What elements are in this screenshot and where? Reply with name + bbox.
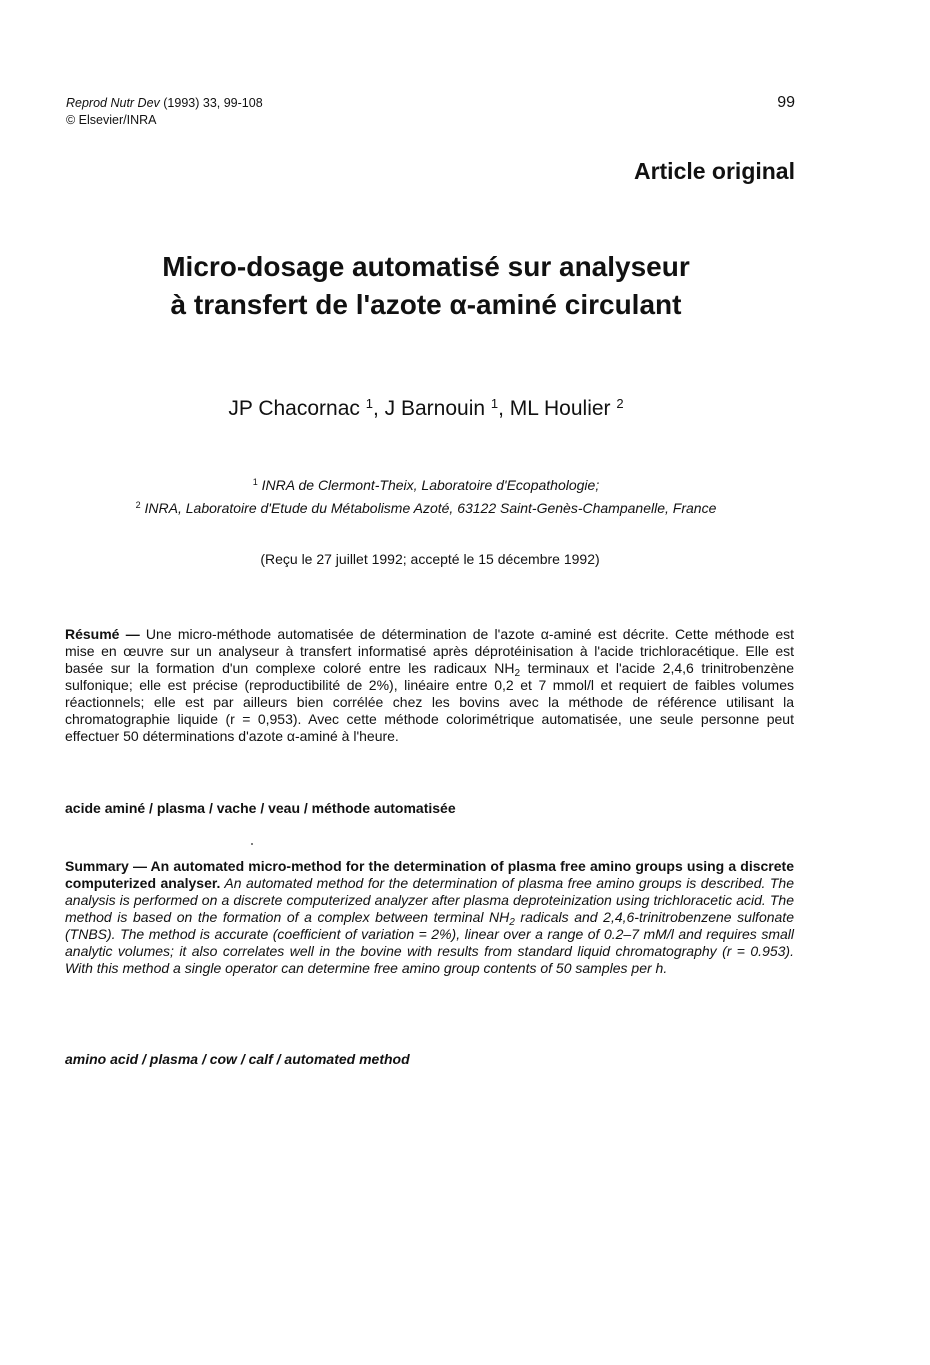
author-2: , J Barnouin [372,397,491,420]
resume-text-1: Une micro-méthode automatisée de détermination de l'azote α-aminé est décrite. Cette méthode est mise en œuvre sur un analyseur à transfert informatisé après déprotéinisation à l'acide trichloracétique. Elle est basée sur la formation d'un complexe coloré entre les radicaux NH [65,626,795,676]
article-title [0,248,852,324]
resume-label: Résumé — [65,626,140,642]
copyright-line: © Elsevier/INRA [66,113,157,127]
author-list [0,396,852,421]
affiliation-2-text: INRA, Laboratoire d'Etude du Métabolisme Azoté, 63122 Saint-Genès-Champanelle, France [140,500,717,516]
author-3: , ML Houlier [498,397,617,420]
author-1-affil-mark: 1 [365,396,373,411]
stray-dot [251,843,253,845]
summary-abstract [65,858,794,977]
summary-text-2: radicals and 2,4,6-trinitrobenzene sulfonate (TNBS). The method is accurate (coefficient of variation = 2%), linear over a range of 0.2–7 mM/l and requires small analytic volumes; it also correlates well in the bovine with results from standard liquid chromatography (r = 0.953). With this method a single operator can determine free amino group contents of 50 samples per h. [65,909,794,976]
summary-label: Summary — An automated micro-method for the determination of plasma free amino groups using a discrete computerized analyser. [65,858,794,891]
resume-text-2: terminaux et l'acide 2,4,6 trinitrobenzène sulfonique; elle est précise (reproductibilité de 2%), linéaire entre 0,2 et 7 mmol/l et requiert de faibles volumes réactionnels; elle est par ailleurs bien corrélée chez les bovins avec la méthode de référence utilisant la chromatographie liquide (r = 0,953). Avec cette méthode colorimétrique automatisée, une seule personne peut effectuer 50 déterminations d'azote α-aminé à l'heure. [65,660,794,744]
journal-name: Reprod Nutr Dev [66,96,160,110]
affiliations [0,472,852,518]
affiliation-1-mark: 1 [252,477,258,487]
journal-volume-pages: (1993) 33, 99-108 [159,96,263,110]
title-line-2: à transfert de l'azote α-aminé circulant [170,289,682,320]
summary-text-1: An automated method for the determination of plasma free amino groups is described. The analysis is performed on a discrete computerized analyzer after plasma deproteinization using trichloracetic acid. The method is based on the formation of a complex between terminal NH [65,875,794,925]
affiliation-1-text: INRA de Clermont-Theix, Laboratoire d'Ecopathologie; [257,477,600,493]
article-type: Article original [633,158,795,184]
page-number: 99 [777,94,795,111]
resume-abstract [65,626,794,745]
affiliation-1 [0,472,852,495]
author-2-affil-mark: 1 [490,396,499,411]
keywords-english: amino acid / plasma / cow / calf / automated method [65,1051,410,1067]
author-1: JP Chacornac [228,397,366,420]
journal-reference [66,95,263,129]
keywords-french: acide aminé / plasma / vache / veau / méthode automatisée [65,800,456,816]
resume-subscript: 2 [514,668,521,679]
received-dates: (Reçu le 27 juillet 1992; accepté le 15 décembre 1992) [260,551,600,567]
affiliation-2 [0,495,852,518]
affiliation-2-mark: 2 [135,500,141,510]
author-3-affil-mark: 2 [616,396,624,411]
title-line-1: Micro-dosage automatisé sur analyseur [162,251,690,282]
journal-citation-line [66,95,263,112]
summary-subscript: 2 [509,917,515,928]
